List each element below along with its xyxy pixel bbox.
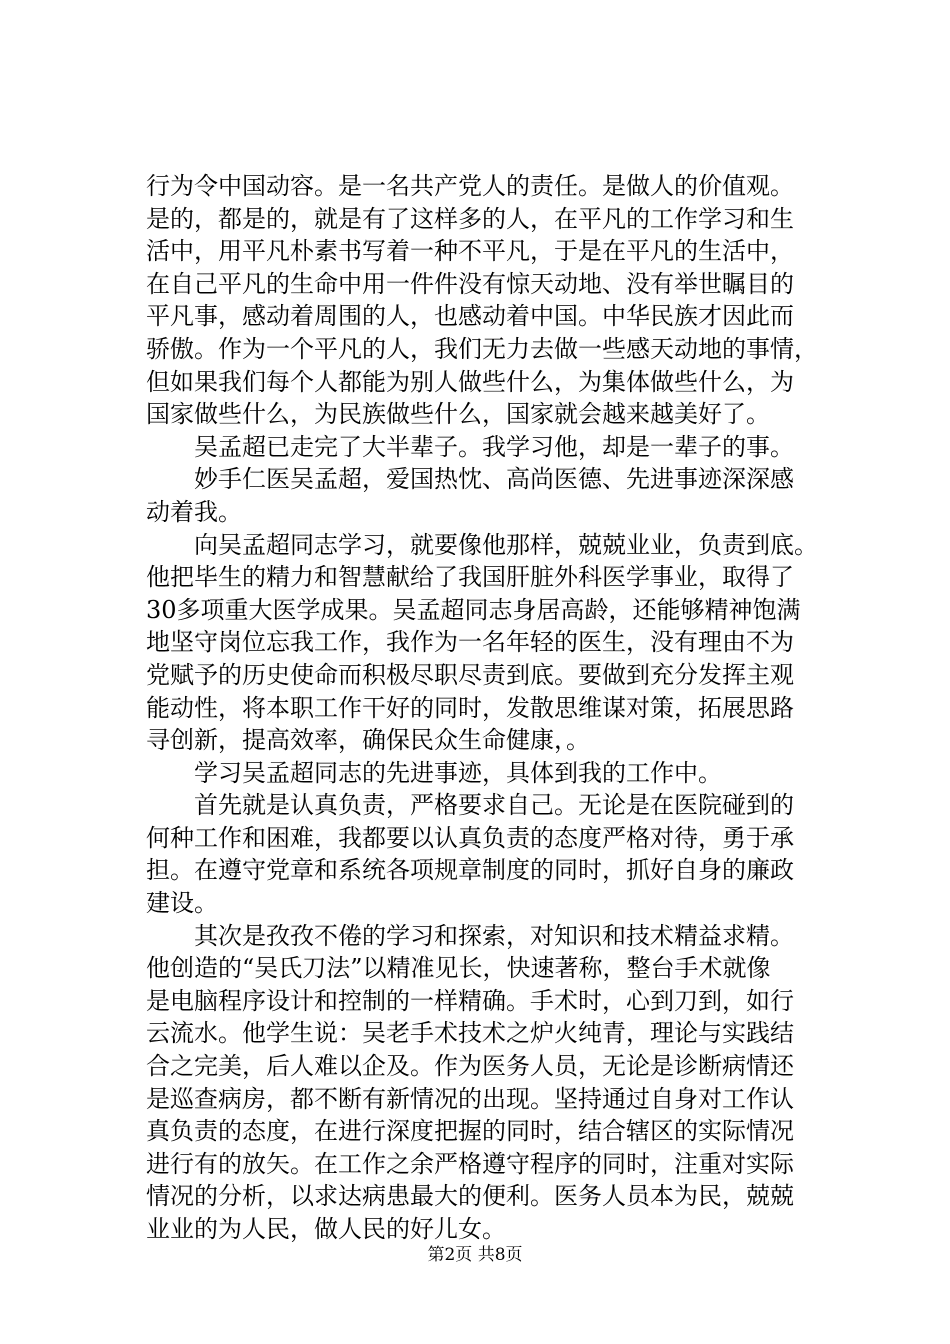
text-line: 是巡查病房，都不断有新情况的出现。坚持通过自身对工作认 [146, 1084, 794, 1113]
text-line: 何种工作和困难，我都要以认真负责的态度严格对待，勇于承 [146, 823, 794, 852]
text-line: 能动性，将本职工作干好的同时，发散思维谋对策，拓展思路 [146, 693, 794, 722]
text-line: 合之完美，后人难以企及。作为医务人员，无论是诊断病情还 [146, 1052, 794, 1081]
text-line: 党赋予的历史使命而积极尽职尽责到底。要做到充分发挥主观 [146, 660, 794, 689]
text-line: 动着我。 [146, 497, 242, 526]
text-line: 骄傲。作为一个平凡的人，我们无力去做一些感天动地的事情， [146, 334, 818, 363]
text-line: 他把毕生的精力和智慧献给了我国肝脏外科医学事业，取得了 [146, 563, 794, 592]
text-line: 在自己平凡的生命中用一件件没有惊天动地、没有举世瞩目的 [146, 269, 794, 298]
body-text [146, 170, 866, 1246]
text-line: 他创造的“吴氏刀法”以精准见长，快速著称，整台手术就像 [146, 954, 771, 983]
text-line: 担。在遵守党章和系统各项规章制度的同时，抓好自身的廉政 [146, 856, 794, 885]
text-line: 国家做些什么，为民族做些什么，国家就会越来越美好了。 [146, 400, 770, 429]
text-line: 吴孟超已走完了大半辈子。我学习他，却是一辈子的事。 [146, 432, 794, 461]
text-line: 云流水。他学生说：吴老手术技术之炉火纯青，理论与实践结 [146, 1019, 794, 1048]
text-line: 活中，用平凡朴素书写着一种不平凡，于是在平凡的生活中， [146, 237, 794, 266]
text-line: 情况的分析，以求达病患最大的便利。医务人员本为民，兢兢 [146, 1182, 794, 1211]
text-line: 行为令中国动容。是一名共产党人的责任。是做人的价值观。 [146, 172, 794, 200]
text-line: 进行有的放矢。在工作之余严格遵守程序的同时，注重对实际 [146, 1149, 794, 1178]
text-line: 但如果我们每个人都能为别人做些什么，为集体做些什么，为 [146, 367, 794, 396]
text-line: 妙手仁医吴孟超，爱国热忱、高尚医德、先进事迹深深感 [146, 465, 794, 494]
text-line: 其次是孜孜不倦的学习和探索，对知识和技术精益求精。 [146, 921, 794, 950]
page-footer: 第2页 共8页 [427, 1245, 523, 1265]
text-line: 建设。 [146, 889, 218, 918]
text-line: 平凡事，感动着周围的人，也感动着中国。中华民族才因此而 [146, 302, 794, 331]
text-line: 业业的为人民，做人民的好儿女。 [146, 1215, 506, 1243]
text-line: 30多项重大医学成果。吴孟超同志身居高龄，还能够精神饱满 [146, 595, 801, 624]
text-line: 地坚守岗位忘我工作，我作为一名年轻的医生，没有理由不为 [146, 628, 794, 657]
text-line: 首先就是认真负责，严格要求自己。无论是在医院碰到的 [146, 791, 794, 820]
text-line: 是的，都是的，就是有了这样多的人，在平凡的工作学习和生 [146, 204, 794, 233]
text-line: 寻创新，提高效率，确保民众生命健康，。 [146, 726, 590, 755]
text-line: 是电脑程序设计和控制的一样精确。手术时，心到刀到，如行 [146, 986, 794, 1015]
text-line: 真负责的态度，在进行深度把握的同时，结合辖区的实际情况 [146, 1117, 794, 1146]
text-line: 向吴孟超同志学习，就要像他那样，兢兢业业，负责到底。 [146, 530, 818, 559]
text-line: 学习吴孟超同志的先进事迹，具体到我的工作中。 [146, 758, 722, 787]
